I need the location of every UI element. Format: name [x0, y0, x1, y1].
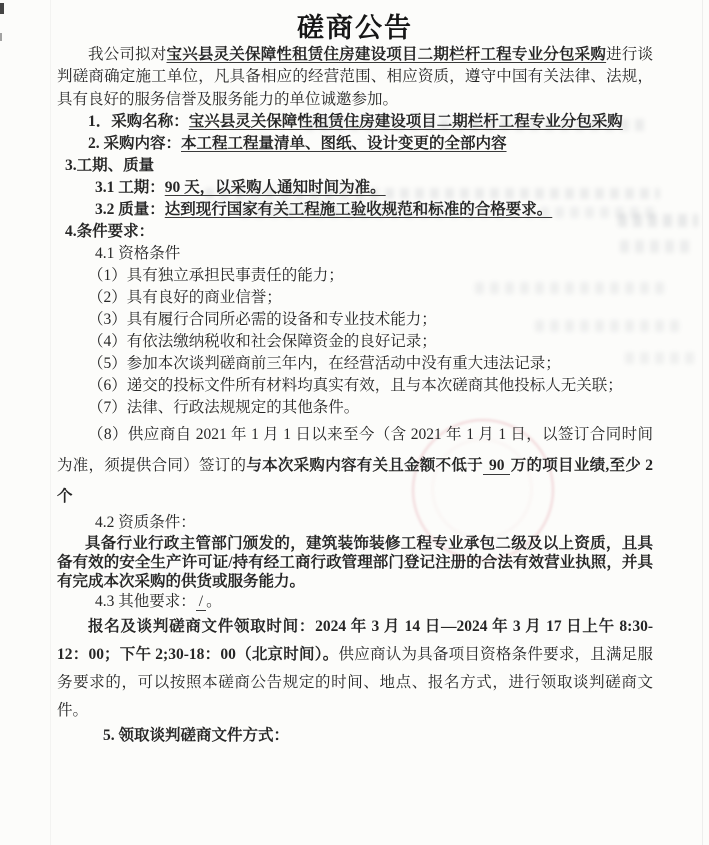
purchase-name-line	[57, 111, 653, 133]
condition-2: （2）具有良好的商业信誉；	[88, 289, 282, 307]
condition-6: （6）递交的投标文件所有材料均真实有效，且与本次磋商其他投标人无关联；	[88, 377, 623, 395]
purchase-content-label: 2. 采购内容：	[88, 135, 182, 153]
condition-1: （1）具有独立承担民事责任的能力；	[88, 267, 344, 285]
section-4-heading: 4.条件要求：	[65, 223, 155, 241]
purchase-content-value: 本工程工程量清单、图纸、设计变更的全部内容	[181, 135, 507, 153]
document-title: 磋商公告	[297, 13, 413, 43]
duration-value: 90 天，以采购人通知时间为准。	[164, 179, 386, 197]
scan-speck	[0, 33, 2, 41]
section-41-heading: 4.1 资格条件	[95, 245, 181, 263]
condition-8-bold-pre: 与本次采购内容有关且金额不低于	[246, 457, 483, 475]
other-requirements-suffix: 。	[206, 593, 222, 611]
scan-speck	[0, 3, 4, 14]
intro-paragraph	[57, 44, 653, 111]
section-3-heading: 3.工期、质量	[65, 157, 155, 175]
purchase-content-line	[57, 133, 653, 155]
scan-fold-line-left	[50, 0, 51, 845]
condition-7: （7）法律、行政法规规定的其他条件。	[88, 399, 360, 417]
section-5-heading: 5. 领取谈判磋商文件方式：	[103, 727, 290, 745]
registration-rest: 供应商认为具备项目资格条件要求，且满足服务要求的，可以按照本磋商公告规定的时间、地点、报名方式，进行领取谈判磋商文件。	[57, 646, 653, 720]
condition-8	[57, 419, 653, 512]
scan-fold-line-right	[702, 0, 703, 845]
intro-prefix: 我公司拟对	[88, 46, 167, 63]
duration-label: 3.1 工期：	[95, 179, 165, 197]
qualification-paragraph: 具备行业行政主管部门颁发的，建筑装饰装修工程专业承包二级及以上资质，且具备有效的安全生产许可证/持有经工商行政管理部门登记注册的合法有效营业执照，并具有完成本次采购的供货或服务能力。	[57, 535, 653, 591]
registration-paragraph	[57, 613, 653, 725]
purchase-name-value: 宝兴县灵关保障性租赁住房建设项目二期栏杆工程专业分包采购	[188, 113, 623, 131]
quality-label: 3.2 质量：	[95, 201, 165, 219]
registration-time-bold: 报名及谈判磋商文件领取时间：2024 年 3 月 14 日—2024 年 3 月 17 日上午 8:30-12：00；下午 2;30-18：00（北京时间）。	[57, 618, 653, 664]
other-requirements-line	[57, 591, 653, 613]
condition-8-bold-post: 万的项目业绩,至少 2 个	[57, 457, 653, 506]
condition-8-prefix: （8）供应商自 2021 年 1 月 1 日以来至今（含 2021 年 1 月 1 日，以签订合同时间为准，须提供合同）签订的	[57, 426, 653, 475]
quality-line	[57, 199, 653, 221]
other-requirements-label: 4.3 其他要求：	[95, 593, 196, 611]
condition-3: （3）具有履行合同所必需的设备和专业技术能力；	[88, 311, 437, 329]
condition-8-amount-underlined: 90	[483, 457, 511, 475]
intro-suffix: 进行谈判磋商确定施工单位，凡具备相应的经营范围、相应资质，遵守中国有关法律、法规，具有良好的服务信誉及服务能力的单位诚邀参加。	[57, 46, 653, 108]
condition-4: （4）有依法缴纳税收和社会保障资金的良好记录；	[88, 333, 437, 351]
purchase-name-label: 1．采购名称：	[88, 113, 189, 131]
condition-5: （5）参加本次谈判磋商前三年内，在经营活动中没有重大违法记录；	[88, 355, 561, 373]
duration-line	[57, 177, 653, 199]
quality-value: 达到现行国家有关工程施工验收规范和标准的合格要求。	[164, 201, 553, 219]
section-42-heading: 4.2 资质条件：	[95, 514, 196, 532]
project-name-underlined: 宝兴县灵关保障性租赁住房建设项目二期栏杆工程专业分包采购	[166, 46, 607, 63]
document-body	[57, 0, 653, 747]
other-requirements-value: /	[196, 593, 206, 611]
